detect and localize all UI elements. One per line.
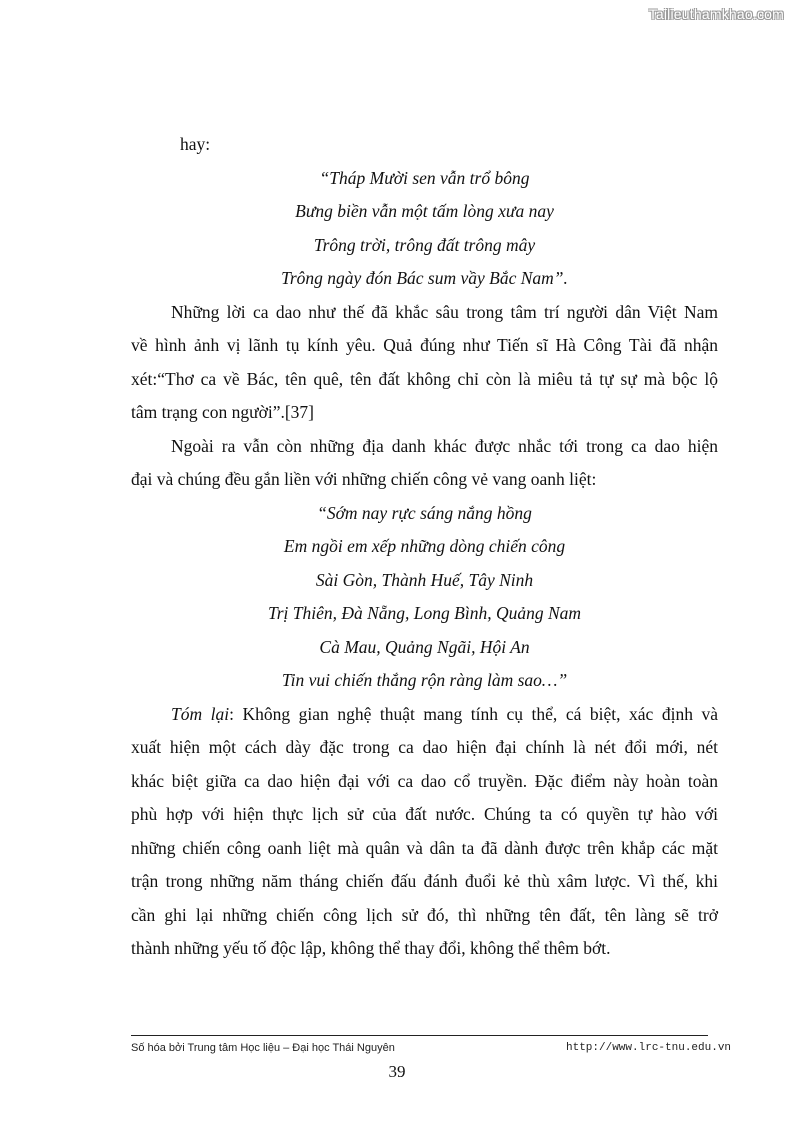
- paragraph-line: về hình ảnh vị lãnh tụ kính yêu. Quả đúng như Tiến sĩ Hà Công Tài đã nhận: [131, 335, 718, 355]
- footer-divider: [131, 1035, 708, 1036]
- poem-line: “Sớm nay rực sáng nắng hồng: [317, 502, 532, 523]
- paragraph-line: những chiến công oanh liệt mà quân và dân ta đã dành được trên khắp các mặt: [131, 837, 718, 858]
- paragraph-line: Ngoài ra vẫn còn những địa danh khác được nhắc tới trong ca dao hiện: [171, 435, 718, 456]
- summary-text: : Không gian nghệ thuật mang tính cụ thể, cá biệt, xác định và: [229, 703, 718, 724]
- paragraph-line: [131, 698, 718, 732]
- poem-line: Sài Gòn, Thành Huế, Tây Ninh: [315, 569, 534, 590]
- paragraph-line: đại và chúng đều gắn liền với những chiến công vẻ vang oanh liệt:: [131, 469, 597, 489]
- watermark: Tailieuthamkhao.com: [648, 6, 784, 22]
- paragraph-line: cần ghi lại những chiến công lịch sử đó, thì những tên đất, tên làng sẽ trở: [131, 904, 718, 925]
- intro-word: hay:: [180, 134, 211, 154]
- paragraph-line: tâm trạng con người”.[37]: [131, 402, 314, 422]
- footer-url[interactable]: http://www.lrc-tnu.edu.vn: [566, 1042, 732, 1054]
- paragraph-line: phù hợp với hiện thực lịch sử của đất nước. Chúng ta có quyền tự hào với: [131, 804, 718, 824]
- page-body: [131, 128, 718, 966]
- poem-line: Tin vui chiến thắng rộn ràng làm sao…”: [281, 670, 568, 690]
- poem-line: Cà Mau, Quảng Ngãi, Hội An: [319, 636, 530, 657]
- footer-credit: Số hóa bởi Trung tâm Học liệu – Đại học Thái Nguyên: [131, 1042, 395, 1054]
- poem-line: Trông trời, trông đất trông mây: [313, 234, 536, 255]
- paragraph-line: xét:“Thơ ca về Bác, tên quê, tên đất không chỉ còn là miêu tả tự sự mà bộc lộ: [131, 368, 718, 389]
- poem-line: Trị Thiên, Đà Nẵng, Long Bình, Quảng Nam: [267, 603, 582, 623]
- poem-line: Em ngồi em xếp những dòng chiến công: [283, 536, 566, 556]
- paragraph-line: khác biệt giữa ca dao hiện đại với ca dao cổ truyền. Đặc điểm này hoàn toàn: [131, 770, 718, 791]
- page-number: 39: [388, 1062, 406, 1081]
- paragraph-line: thành những yếu tố độc lập, không thể thay đổi, không thể thêm bớt.: [131, 938, 611, 958]
- poem-line: Bưng biền vẫn một tấm lòng xưa nay: [295, 201, 554, 221]
- summary-label: Tóm lại: [171, 703, 230, 724]
- paragraph-line: Những lời ca dao như thế đã khắc sâu trong tâm trí người dân Việt Nam: [171, 301, 718, 322]
- poem-line: Trông ngày đón Bác sum vầy Bắc Nam”.: [281, 268, 568, 288]
- poem-line: “Tháp Mười sen vẫn trổ bông: [319, 167, 530, 188]
- paragraph-line: trận trong những năm tháng chiến đấu đánh đuổi kẻ thù xâm lược. Vì thế, khi: [131, 871, 718, 891]
- paragraph-line: xuất hiện một cách dày đặc trong ca dao hiện đại chính là nét đổi mới, nét: [131, 737, 718, 757]
